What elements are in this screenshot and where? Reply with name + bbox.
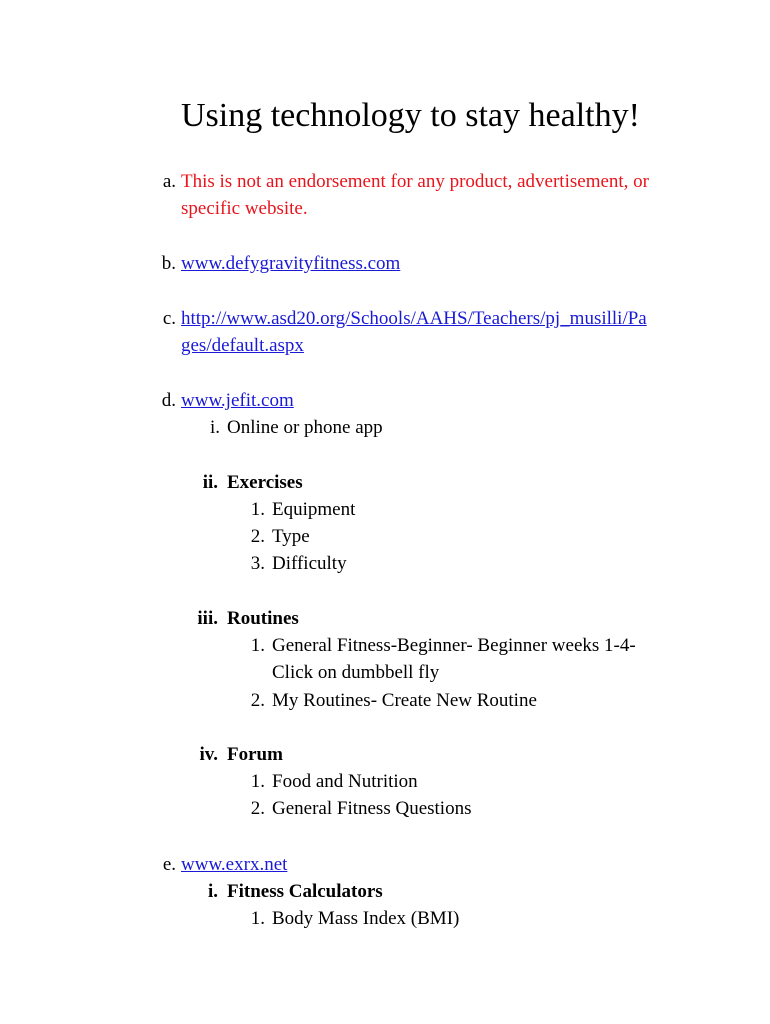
list-marker-calculators-1: 1. — [250, 908, 265, 929]
list-item-exercises-1 — [0, 496, 770, 526]
page-title: Using technology to stay healthy! — [181, 97, 640, 134]
list-item-d-ii — [0, 469, 770, 499]
list-marker-exercises-2: 2. — [250, 526, 265, 547]
list-item-routines-1 — [0, 632, 770, 689]
forum-item-food-nutrition: Food and Nutrition — [272, 771, 418, 792]
routines-item-beginner-line-2: Click on dumbbell fly — [272, 662, 440, 683]
exercises-heading: Exercises — [227, 472, 303, 493]
list-item-exercises-2 — [0, 523, 770, 553]
list-item-d-iii — [0, 605, 770, 635]
jefit-link[interactable]: www.jefit.com — [181, 390, 294, 411]
list-item-a — [0, 168, 770, 228]
list-item-calculators-1 — [0, 905, 770, 935]
asd20-link-line-1[interactable]: http://www.asd20.org/Schools/AAHS/Teachers/pj_musilli/Pa — [181, 308, 647, 329]
list-marker-b: b. — [161, 253, 176, 274]
list-item-forum-1 — [0, 768, 770, 798]
list-item-e-i — [0, 878, 770, 908]
list-marker-routines-1: 1. — [250, 635, 265, 656]
routines-item-my-routines: My Routines- Create New Routine — [272, 690, 537, 711]
exercises-item-difficulty: Difficulty — [272, 553, 347, 574]
list-item-exercises-3 — [0, 550, 770, 580]
list-item-routines-2 — [0, 687, 770, 717]
list-item-forum-2 — [0, 795, 770, 825]
list-marker-routines-2: 2. — [250, 690, 265, 711]
asd20-link-line-2[interactable]: ges/default.aspx — [181, 335, 304, 356]
list-marker-exercises-3: 3. — [250, 553, 265, 574]
list-marker-d-iii: iii. — [197, 608, 218, 629]
list-marker-a: a. — [162, 171, 176, 192]
forum-item-general-fitness: General Fitness Questions — [272, 798, 472, 819]
list-marker-e-i: i. — [207, 881, 218, 902]
list-item-e — [0, 851, 770, 881]
list-marker-d: d. — [161, 390, 176, 411]
list-marker-exercises-1: 1. — [250, 499, 265, 520]
disclaimer-line-2: specific website. — [181, 198, 308, 219]
list-marker-c: c. — [162, 308, 176, 329]
list-marker-e: e. — [162, 854, 176, 875]
routines-heading: Routines — [227, 608, 299, 629]
exrx-link[interactable]: www.exrx.net — [181, 854, 288, 875]
disclaimer-line-1: This is not an endorsement for any product, advertisement, or — [181, 171, 650, 192]
exercises-item-equipment: Equipment — [272, 499, 356, 520]
calculators-item-bmi: Body Mass Index (BMI) — [272, 908, 460, 929]
list-item-b — [0, 250, 770, 280]
exercises-item-type: Type — [272, 526, 310, 547]
routines-item-beginner-line-1: General Fitness-Beginner- Beginner weeks 1-4- — [272, 635, 636, 656]
forum-heading: Forum — [227, 744, 283, 765]
list-marker-forum-2: 2. — [250, 798, 265, 819]
defygravity-link[interactable]: www.defygravityfitness.com — [181, 253, 401, 274]
jefit-app-note: Online or phone app — [227, 417, 383, 438]
list-marker-forum-1: 1. — [250, 771, 265, 792]
fitness-calculators-heading: Fitness Calculators — [227, 881, 383, 902]
list-item-d-i — [0, 414, 770, 444]
list-item-d-iv — [0, 741, 770, 771]
list-marker-d-iv: iv. — [199, 744, 218, 765]
list-marker-d-i: i. — [209, 417, 220, 438]
list-item-d — [0, 387, 770, 417]
list-item-c — [0, 305, 770, 365]
list-marker-d-ii: ii. — [202, 472, 218, 493]
